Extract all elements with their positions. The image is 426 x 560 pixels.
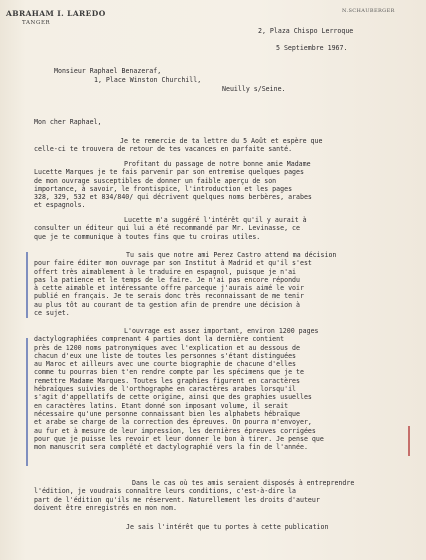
paragraph-line: part de l'édition qu'ils me réservent. Naturellement les droits d'auteur (34, 495, 320, 504)
paragraph-line: Profitant du passage de notre bonne amie Madame (124, 160, 311, 168)
paragraph-line: importance, à savoir, le frontispice, l'introduction et les pages (34, 184, 293, 193)
paragraph-line: et arabe se charge de la correction des épreuves. On pourra m'envoyer, (34, 418, 312, 427)
paragraph-6 (34, 479, 354, 512)
margin-mark (26, 252, 28, 318)
paragraph-3 (34, 216, 307, 241)
paragraph-line: pas la patience et le temps de le faire. Je n'ai pas encore répondu (34, 275, 300, 284)
letterhead-stamp: N.SCHAUBERGER (342, 8, 395, 14)
paragraph-line: L'ouvrage est assez important, environ 1200 pages (124, 327, 319, 335)
paragraph-4 (34, 251, 336, 317)
paragraph-line: mon manuscrit sera complété et dactylographié vers la fin de l'année. (34, 443, 308, 452)
paragraph-line: au plus tôt au courant de ta gestion afin de prendre une décision à (34, 300, 300, 309)
paragraph-line: 328, 329, 532 et 834/840/ qui décrivent quelques noms berbères, arabes (34, 193, 312, 202)
paragraph-1 (34, 137, 322, 154)
paragraph-line: Lucette Marques je te fais parvenir par son entremise quelques pages (34, 168, 304, 177)
letterhead-name: ABRAHAM I. LAREDO (6, 9, 106, 18)
paragraph-line: Je te remercie de ta lettre du 5 Août et espère que (120, 137, 323, 145)
paragraph-line: en caractères latins. Etant donné son imposant volume, il serait (34, 401, 289, 410)
paragraph-line: Dans le cas où tes amis seraient disposés à entreprendre (132, 479, 355, 487)
paragraph-line: doivent être enregistrés en mon nom. (34, 503, 177, 512)
paragraph-line: offert très aimablement à le traduire en espagnol, puisque je n'ai (34, 267, 297, 276)
paragraph-line: celle-ci te trouvera de retour de tes vacances en parfaite santé. (34, 145, 293, 154)
paragraph-line: Je sais l'intérêt que tu portes à cette publication (126, 523, 329, 531)
paragraph-line: Lucette m'a suggéré l'intérêt qu'il y aurait à (124, 216, 307, 224)
salutation: Mon cher Raphael, (34, 118, 102, 126)
paragraph-line: et espagnols. (34, 201, 86, 210)
paragraph-line: que je te communique à toutes fins que tu croiras utiles. (34, 232, 261, 241)
paragraph-line: publié en français. Je te serais donc très reconnaissant de me tenir (34, 292, 304, 301)
paragraph-5 (34, 327, 324, 451)
paragraph-line: hébraïques suivies de l'orthographe en caractères arabes lorsqu'il (34, 385, 297, 394)
paragraph-line: au fur et à mesure de leur impression, les dernières épreuves corrigées (34, 426, 316, 435)
recipient-line-1: Monsieur Raphael Benazeraf, (54, 67, 162, 75)
margin-mark (408, 426, 410, 456)
paragraph-line: au Maroc et ailleurs avec une courte biographie de chacune d'elles (34, 360, 297, 369)
letterhead-city: TANGER (22, 20, 51, 26)
paragraph-line: à cette aimable et intéressante offre parceque j'aurais aimé le voir (34, 284, 304, 293)
paragraph-line: près de 1200 noms patronymiques avec l'explication et au dessous de (34, 343, 300, 352)
paragraph-2 (34, 160, 312, 210)
paragraph-7 (34, 523, 328, 531)
paragraph-line: ce sujet. (34, 309, 70, 318)
paragraph-line: comme tu pourras bien t'en rendre compte par les spécimens que je te (34, 368, 304, 377)
paragraph-line: de mon ouvrage susceptibles de donner un faible aperçu de son (34, 176, 277, 185)
paragraph-line: dactylographiées comprenant 4 parties dont la dernière contient (34, 335, 285, 344)
recipient-line-2: 1, Place Winston Churchill, (94, 76, 202, 84)
paragraph-line: Tu sais que notre ami Perez Castro attend ma décision (126, 251, 337, 259)
margin-mark (26, 338, 28, 466)
letter-date: 5 Septiembre 1967. (276, 44, 348, 52)
paragraph-line: consulter un éditeur qui lui a été recommandé par Mr. Levinasse, ce (34, 224, 300, 233)
paragraph-line: s'agit d'appellatifs de cette origine, ainsi que des graphies usuelles (34, 393, 312, 402)
paragraph-line: l'édition, je voudrais connaître leurs conditions, c'est-à-dire la (34, 487, 297, 496)
paragraph-line: chacun d'eux une liste de toutes les personnes s'étant distinguées (34, 351, 297, 360)
paragraph-line: pour que je puisse les revoir et leur donner le bon à tirer. Je pense que (34, 434, 324, 443)
recipient-line-3: Neuilly s/Seine. (222, 85, 286, 93)
paragraph-line: remettre Madame Marques. Toutes les graphies figurent en caractères (34, 376, 300, 385)
paragraph-line: pour faire éditer mon ouvrage par son Institut à Madrid et qu'il s'est (34, 259, 312, 268)
paragraph-line: nécessaire qu'une personne connaissant bien les alphabets hébraïque (34, 409, 300, 418)
sender-address: 2, Plaza Chispo Lerroque (258, 27, 354, 35)
